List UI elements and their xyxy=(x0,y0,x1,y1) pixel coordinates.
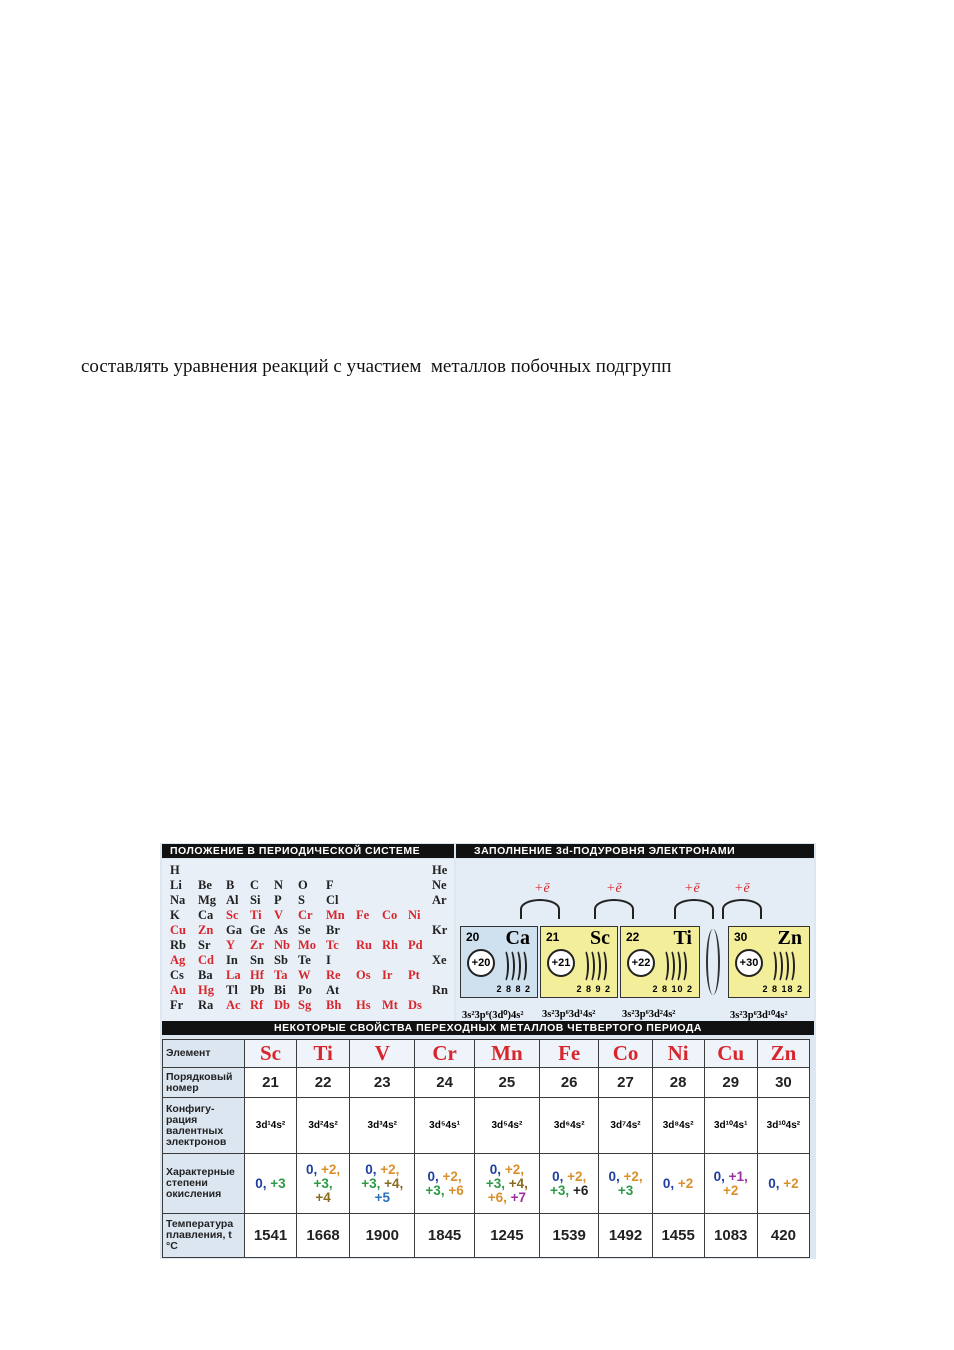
row-label: Конфигу- рация валентных электронов xyxy=(163,1098,245,1154)
table-cell: 1245 xyxy=(474,1214,539,1258)
element-header: V xyxy=(350,1040,415,1068)
element-symbol: Sn xyxy=(250,953,264,967)
element-symbol: Bh xyxy=(326,998,342,1012)
element-symbol: I xyxy=(326,953,331,967)
table-cell: 3d⁷4s² xyxy=(599,1098,652,1154)
element-symbol: H xyxy=(170,863,180,877)
element-symbol: Br xyxy=(326,923,340,937)
table-cell: 1492 xyxy=(599,1214,652,1258)
oxidation-states-cell xyxy=(539,1154,598,1214)
electron-configuration: 3s²3p⁶3d²4s² xyxy=(622,1009,676,1020)
table-cell: 3d⁸4s² xyxy=(652,1098,704,1154)
oxidation-state: +6 xyxy=(448,1182,464,1198)
element-symbol: Mo xyxy=(298,938,317,952)
oxidation-state: 0, xyxy=(306,1161,322,1177)
element-symbol: Ta xyxy=(274,968,288,982)
row-label: Характерные степени окисления xyxy=(163,1154,245,1214)
properties-title: НЕКОТОРЫЕ СВОЙСТВА ПЕРЕХОДНЫХ МЕТАЛЛОВ ЧЕТВЕРТОГО ПЕРИОДА xyxy=(162,1021,814,1035)
element-symbol: P xyxy=(274,893,282,907)
element-symbol: Ac xyxy=(226,998,241,1012)
element-symbol: Mg xyxy=(198,893,217,907)
oxidation-state: +3 xyxy=(617,1182,634,1198)
element-symbol: As xyxy=(274,923,288,937)
element-symbol: Zn xyxy=(777,927,802,949)
oxidation-state: 0, xyxy=(489,1161,505,1177)
element-symbol: At xyxy=(326,983,340,997)
element-symbol: Ir xyxy=(382,968,393,982)
atom-box-ca xyxy=(460,926,538,998)
element-symbol: Hf xyxy=(250,968,264,982)
element-symbol: Rh xyxy=(382,938,398,952)
element-symbol: K xyxy=(170,908,180,922)
table-cell: 3d⁵4s² xyxy=(474,1098,539,1154)
element-symbol: Bi xyxy=(274,983,286,997)
element-header: Zn xyxy=(757,1040,809,1068)
nucleus-charge: +20 xyxy=(467,949,495,977)
table-cell: 25 xyxy=(474,1068,539,1098)
sequence-gap-marker xyxy=(706,929,720,995)
table-cell: 22 xyxy=(297,1068,350,1098)
element-symbol: Li xyxy=(170,878,182,892)
electron-configuration: 3s²3p⁶3d¹4s² xyxy=(542,1009,596,1020)
oxidation-states-cell xyxy=(652,1154,704,1214)
element-header: Ni xyxy=(652,1040,704,1068)
element-symbol: Sc xyxy=(226,908,239,922)
oxidation-state: +3, xyxy=(313,1175,333,1191)
element-symbol: Rf xyxy=(250,998,264,1012)
table-row xyxy=(163,1154,810,1214)
table-cell: 1845 xyxy=(415,1214,474,1258)
element-header: Mn xyxy=(474,1040,539,1068)
element-symbol: C xyxy=(250,878,260,892)
d-sublevel-filling-panel xyxy=(456,859,814,1023)
element-symbol: Ra xyxy=(198,998,214,1012)
oxidation-state: +2, xyxy=(321,1161,341,1177)
element-symbol: Kr xyxy=(432,923,448,937)
element-symbol: Mt xyxy=(382,998,398,1012)
table-cell: 3d¹4s² xyxy=(245,1098,297,1154)
table-row xyxy=(163,1214,810,1258)
oxidation-states-cell xyxy=(704,1154,757,1214)
table-cell: 28 xyxy=(652,1068,704,1098)
element-symbol: Re xyxy=(326,968,341,982)
element-symbol: Al xyxy=(226,893,239,907)
nucleus-charge: +22 xyxy=(627,949,655,977)
table-cell: 1083 xyxy=(704,1214,757,1258)
oxidation-state: +2 xyxy=(677,1175,694,1191)
table-cell: 26 xyxy=(539,1068,598,1098)
element-symbol: He xyxy=(432,863,448,877)
element-symbol: La xyxy=(226,968,241,982)
atomic-number: 20 xyxy=(466,930,480,944)
periodic-position-title: ПОЛОЖЕНИЕ В ПЕРИОДИЧЕСКОЙ СИСТЕМЕ xyxy=(162,844,454,858)
task-text-line: составлять уравнения реакций с участием металлов побочных подгрупп xyxy=(81,356,672,377)
oxidation-state: 0, xyxy=(552,1168,568,1184)
element-symbol: Zr xyxy=(250,938,264,952)
element-symbol: Ge xyxy=(250,923,266,937)
transition-arrow xyxy=(594,899,634,919)
electron-shells: 2 8 18 2 xyxy=(762,984,803,994)
element-symbol: Si xyxy=(250,893,261,907)
oxidation-state: +4, xyxy=(508,1175,528,1191)
element-symbol: Pt xyxy=(408,968,420,982)
table-cell: 3d⁵4s¹ xyxy=(415,1098,474,1154)
oxidation-state: +2 xyxy=(723,1182,739,1198)
table-cell: 1539 xyxy=(539,1214,598,1258)
atomic-number: 22 xyxy=(626,930,640,944)
oxidation-state: +6 xyxy=(572,1182,589,1198)
element-symbol: Sg xyxy=(298,998,312,1012)
oxidation-states-cell xyxy=(599,1154,652,1214)
element-header: Sc xyxy=(245,1040,297,1068)
table-cell: 21 xyxy=(245,1068,297,1098)
oxidation-state: 0, xyxy=(255,1175,267,1191)
element-symbol: Ne xyxy=(432,878,447,892)
oxidation-state: +6, xyxy=(487,1189,511,1205)
element-symbol: Ca xyxy=(198,908,214,922)
periodic-table-excerpt xyxy=(162,859,454,1023)
oxidation-state: 0, xyxy=(768,1175,784,1191)
element-header: Ti xyxy=(297,1040,350,1068)
element-symbol: Tl xyxy=(226,983,238,997)
oxidation-state: +2 xyxy=(783,1175,799,1191)
properties-table xyxy=(162,1039,810,1258)
element-symbol: Pd xyxy=(408,938,423,952)
table-cell: 23 xyxy=(350,1068,415,1098)
element-symbol: Zn xyxy=(198,923,214,937)
element-symbol: Co xyxy=(382,908,398,922)
element-symbol: Se xyxy=(298,923,311,937)
oxidation-state: +4, xyxy=(384,1175,404,1191)
oxidation-states-cell xyxy=(350,1154,415,1214)
transition-arrow xyxy=(722,899,762,919)
electron-configuration: 3s²3p⁶3d¹⁰4s² xyxy=(730,1010,788,1021)
table-cell: 3d⁶4s² xyxy=(539,1098,598,1154)
transition-arrow xyxy=(520,899,560,919)
row-label: Температура плавления, t °C xyxy=(163,1214,245,1258)
plus-electron-label: +ē xyxy=(734,881,750,896)
oxidation-state: +7 xyxy=(510,1189,527,1205)
element-symbol: Y xyxy=(226,938,236,952)
oxidation-state: 0, xyxy=(427,1168,443,1184)
oxidation-states-cell xyxy=(297,1154,350,1214)
oxidation-state: +2, xyxy=(504,1161,524,1177)
element-header: Co xyxy=(599,1040,652,1068)
element-symbol: Cu xyxy=(170,923,186,937)
table-cell: 3d²4s² xyxy=(297,1098,350,1154)
table-cell: 1900 xyxy=(350,1214,415,1258)
oxidation-states-cell xyxy=(474,1154,539,1214)
element-symbol: V xyxy=(274,908,284,922)
oxidation-state: +3, xyxy=(550,1182,573,1198)
atom-box-sc xyxy=(540,926,618,998)
nucleus-charge: +21 xyxy=(547,949,575,977)
element-symbol: In xyxy=(226,953,238,967)
electron-shells: 2 8 9 2 xyxy=(576,984,611,994)
element-symbol: Po xyxy=(298,983,312,997)
element-symbol: W xyxy=(298,968,311,982)
element-symbol: Cl xyxy=(326,893,339,907)
element-symbol: O xyxy=(298,878,308,892)
element-symbol: Pb xyxy=(250,983,265,997)
oxidation-states-cell xyxy=(757,1154,809,1214)
element-symbol: Ar xyxy=(432,893,447,907)
plus-electron-label: +ē xyxy=(684,881,700,896)
element-symbol: Xe xyxy=(432,953,447,967)
atomic-number: 30 xyxy=(734,930,748,944)
transition-metals-poster xyxy=(160,843,816,1259)
element-symbol: Fr xyxy=(170,998,184,1012)
table-cell: 3d¹⁰4s¹ xyxy=(704,1098,757,1154)
atomic-number: 21 xyxy=(546,930,560,944)
electron-shell-arc xyxy=(677,949,687,983)
element-symbol: Cd xyxy=(198,953,214,967)
element-symbol: Te xyxy=(298,953,311,967)
element-symbol: Ni xyxy=(408,908,421,922)
plus-electron-label: +ē xyxy=(606,881,622,896)
element-symbol: Be xyxy=(198,878,212,892)
transition-arrow xyxy=(674,899,714,919)
table-cell: 1455 xyxy=(652,1214,704,1258)
element-symbol: Hg xyxy=(198,983,214,997)
element-symbol: Rn xyxy=(432,983,448,997)
element-symbol: Cs xyxy=(170,968,184,982)
oxidation-state: 0, xyxy=(713,1168,729,1184)
element-symbol: Ti xyxy=(673,927,692,949)
element-symbol: Tc xyxy=(326,938,339,952)
element-symbol: Ag xyxy=(170,953,186,967)
oxidation-state: +3 xyxy=(266,1175,286,1191)
element-symbol: F xyxy=(326,878,334,892)
table-cell: 24 xyxy=(415,1068,474,1098)
element-header: Cu xyxy=(704,1040,757,1068)
element-symbol: Sb xyxy=(274,953,288,967)
row-label: Элемент xyxy=(163,1040,245,1068)
element-symbol: Fe xyxy=(356,908,370,922)
oxidation-state: +5 xyxy=(374,1189,390,1205)
element-symbol: Ca xyxy=(505,927,530,949)
electron-shells: 2 8 10 2 xyxy=(652,984,693,994)
electron-shells: 2 8 8 2 xyxy=(496,984,531,994)
table-row xyxy=(163,1040,810,1068)
element-symbol: Rb xyxy=(170,938,186,952)
table-cell: 30 xyxy=(757,1068,809,1098)
electron-configuration: 3s²3p⁶(3d⁰)4s² xyxy=(462,1010,524,1021)
element-symbol: S xyxy=(298,893,305,907)
element-symbol: Db xyxy=(274,998,290,1012)
table-cell: 3d¹⁰4s² xyxy=(757,1098,809,1154)
table-cell: 420 xyxy=(757,1214,809,1258)
atom-box-ti xyxy=(620,926,700,998)
element-symbol: Os xyxy=(356,968,371,982)
oxidation-state: +3, xyxy=(361,1175,385,1191)
element-symbol: N xyxy=(274,878,284,892)
electron-shell-arc xyxy=(785,949,795,983)
oxidation-state: +4 xyxy=(315,1189,331,1205)
oxidation-state: +1, xyxy=(728,1168,748,1184)
element-symbol: Ti xyxy=(250,908,262,922)
element-symbol: Au xyxy=(170,983,186,997)
oxidation-state: +2, xyxy=(442,1168,462,1184)
table-row xyxy=(163,1068,810,1098)
element-symbol: Sc xyxy=(590,927,610,949)
electron-shell-arc xyxy=(517,949,527,983)
element-symbol: Mn xyxy=(326,908,345,922)
element-symbol: Hs xyxy=(356,998,371,1012)
element-symbol: Sr xyxy=(198,938,211,952)
oxidation-state: +3, xyxy=(485,1175,509,1191)
atom-box-zn xyxy=(728,926,810,998)
element-symbol: Nb xyxy=(274,938,290,952)
element-symbol: Ds xyxy=(408,998,422,1012)
oxidation-state: 0, xyxy=(365,1161,381,1177)
oxidation-state: +2, xyxy=(567,1168,587,1184)
table-cell: 3d³4s² xyxy=(350,1098,415,1154)
oxidation-state: 0, xyxy=(662,1175,678,1191)
element-symbol: Ga xyxy=(226,923,242,937)
row-label: Порядковый номер xyxy=(163,1068,245,1098)
oxidation-states-cell xyxy=(415,1154,474,1214)
element-symbol: Ru xyxy=(356,938,372,952)
table-cell: 1541 xyxy=(245,1214,297,1258)
oxidation-state: +3, xyxy=(425,1182,449,1198)
element-symbol: Cr xyxy=(298,908,313,922)
element-header: Cr xyxy=(415,1040,474,1068)
element-symbol: Na xyxy=(170,893,186,907)
oxidation-state: 0, xyxy=(608,1168,624,1184)
table-cell: 27 xyxy=(599,1068,652,1098)
table-cell: 29 xyxy=(704,1068,757,1098)
oxidation-states-cell xyxy=(245,1154,297,1214)
d-sublevel-filling-title: ЗАПОЛНЕНИЕ 3d-ПОДУРОВНЯ ЭЛЕКТРОНАМИ xyxy=(456,844,814,858)
oxidation-state: +2, xyxy=(380,1161,400,1177)
table-cell: 1668 xyxy=(297,1214,350,1258)
element-symbol: Ba xyxy=(198,968,213,982)
electron-shell-arc xyxy=(597,949,607,983)
nucleus-charge: +30 xyxy=(735,949,763,977)
table-row xyxy=(163,1098,810,1154)
plus-electron-label: +ē xyxy=(534,881,550,896)
oxidation-state: +2, xyxy=(623,1168,643,1184)
element-symbol: B xyxy=(226,878,235,892)
element-header: Fe xyxy=(539,1040,598,1068)
